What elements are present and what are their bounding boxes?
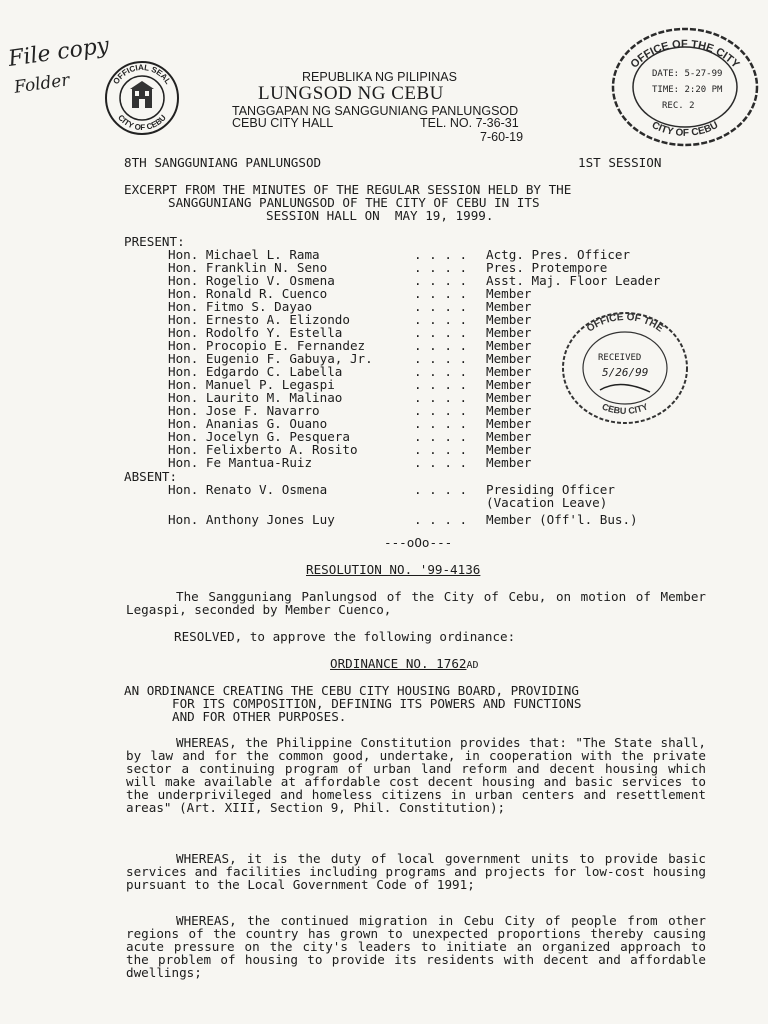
member-role: Member xyxy=(486,312,532,327)
member-role: Member xyxy=(486,442,532,457)
whereas-text: WHEREAS, the continued migration in Cebu City of people from other regions of the country has grown to unexpected proportions thereby causing acute pressure on the city's leaders to initiate an organized approach to the problem of housing to provide its residents with decent and affordable dwellings; xyxy=(126,913,706,980)
member-name: Hon. Procopio E. Fernandez xyxy=(168,338,366,353)
dot-leader: . . . . xyxy=(414,416,468,431)
dot-leader: . . . . xyxy=(414,325,468,340)
table-row xyxy=(168,483,726,496)
dot-leader: . . . . xyxy=(414,390,468,405)
dot-leader: . . . . xyxy=(414,351,468,366)
member-name: Hon. Fe Mantua-Ruiz xyxy=(168,455,313,470)
member-name: Hon. Felixberto A. Rosito xyxy=(168,442,358,457)
member-role: Member xyxy=(486,377,532,392)
member-role: Member xyxy=(486,286,532,301)
whereas-paragraph-1 xyxy=(126,736,706,814)
member-role: Member xyxy=(486,338,532,353)
dot-leader: . . . . xyxy=(414,299,468,314)
dot-leader: . . . . xyxy=(414,312,468,327)
member-name: Hon. Ronald R. Cuenco xyxy=(168,286,328,301)
ordinance-number xyxy=(330,657,479,672)
member-role: Actg. Pres. Officer xyxy=(486,247,631,262)
stamp2-ring-top: OFFICE OF THE xyxy=(585,311,666,335)
table-row xyxy=(168,496,726,509)
stamp1-ring-top: OFFICE OF THE CITY xyxy=(628,38,742,71)
member-role: Member xyxy=(486,455,532,470)
stamp2-date: 5/26/99 xyxy=(602,366,649,379)
member-name: Hon. Laurito M. Malinao xyxy=(168,390,343,405)
whereas-paragraph-2 xyxy=(126,852,706,891)
stamp2-ring-bottom: CEBU CITY xyxy=(600,401,650,416)
resolution-number: RESOLUTION NO. '99-4136 xyxy=(306,562,481,577)
member-role: Member xyxy=(486,351,532,366)
member-role: Presiding Officer xyxy=(486,482,615,497)
ordinance-suffix: AD xyxy=(466,660,479,671)
table-row xyxy=(168,513,726,526)
dot-leader: . . . . xyxy=(414,247,468,262)
member-name: Hon. Edgardo C. Labella xyxy=(168,364,343,379)
member-name: Hon. Rogelio V. Osmena xyxy=(168,273,335,288)
member-role: Member xyxy=(486,364,532,379)
session-label: 1ST SESSION xyxy=(578,155,662,170)
resolved-text: RESOLVED, to approve the following ordinance: xyxy=(174,629,516,644)
letterhead-city: LUNGSOD NG CEBU xyxy=(258,83,444,104)
member-name: Hon. Eugenio F. Gabuya, Jr. xyxy=(168,351,373,366)
letterhead-republic: REPUBLIKA NG PILIPINAS xyxy=(302,70,457,84)
member-role: Pres. Protempore xyxy=(486,260,608,275)
member-role: Member xyxy=(486,416,532,431)
dot-leader: . . . . xyxy=(414,260,468,275)
dot-leader: . . . . xyxy=(414,455,468,470)
member-role: Member xyxy=(486,403,532,418)
seal-bottom-text: CITY OF CEBU xyxy=(116,113,168,133)
handwritten-note-file-copy: File copy xyxy=(6,33,111,72)
letterhead-tel2: 7-60-19 xyxy=(480,130,524,144)
dot-leader: . . . . xyxy=(414,364,468,379)
dot-leader: . . . . xyxy=(414,286,468,301)
member-name: Hon. Michael L. Rama xyxy=(168,247,320,262)
present-label: PRESENT: xyxy=(124,234,185,249)
present-roster xyxy=(168,248,726,469)
member-name: Hon. Anthony Jones Luy xyxy=(168,512,335,527)
absent-label: ABSENT: xyxy=(124,469,178,484)
svg-text:OFFICE OF THE CITY xyxy=(629,38,742,71)
council-label: 8TH SANGGUNIANG PANLUNGSOD xyxy=(124,155,322,170)
member-name: Hon. Jocelyn G. Pesquera xyxy=(168,429,350,444)
letterhead xyxy=(232,70,518,118)
member-role: Member xyxy=(486,325,532,340)
received-stamp-city-office xyxy=(610,26,760,148)
member-role: Asst. Maj. Floor Leader xyxy=(486,273,661,288)
stamp1-rec: REC. 2 xyxy=(662,101,695,111)
letterhead-tel: TEL. NO. 7-36-31 xyxy=(420,116,519,130)
stamp2-received: RECEIVED xyxy=(598,353,642,363)
member-note: (Vacation Leave) xyxy=(486,495,608,510)
letterhead-hall: CEBU CITY HALL xyxy=(232,116,334,130)
whereas-text: WHEREAS, it is the duty of local government units to provide basic services and facilities including programs and projects for low-cost housing pursuant to the Local Government Code of 1991; xyxy=(126,851,706,892)
member-name: Hon. Franklin N. Seno xyxy=(168,260,328,275)
member-role: Member xyxy=(486,429,532,444)
city-seal-icon xyxy=(104,60,180,136)
member-name: Hon. Ananias G. Ouano xyxy=(168,416,328,431)
stamp1-date: DATE: 5-27-99 xyxy=(652,69,723,79)
separator: ---oOo--- xyxy=(384,535,453,550)
dot-leader: . . . . xyxy=(414,338,468,353)
stamp1-time: TIME: 2:20 PM xyxy=(652,85,723,95)
dot-leader: . . . . xyxy=(414,403,468,418)
ordinance-title-line2: FOR ITS COMPOSITION, DEFINING ITS POWERS AND FUNCTIONS xyxy=(172,696,582,711)
ordinance-number-text: ORDINANCE NO. 1762 xyxy=(330,656,467,671)
member-role: Member xyxy=(486,299,532,314)
member-role: Member (Off'l. Bus.) xyxy=(486,512,638,527)
member-name: Hon. Fitmo S. Dayao xyxy=(168,299,313,314)
svg-text:CITY OF CEBU xyxy=(650,120,720,139)
absent-roster xyxy=(168,483,726,526)
dot-leader: . . . . xyxy=(414,512,468,527)
dot-leader: . . . . xyxy=(414,442,468,457)
stamp1-ring-bottom: CITY OF CEBU xyxy=(649,119,721,139)
dot-leader: . . . . xyxy=(414,273,468,288)
dot-leader: . . . . xyxy=(414,377,468,392)
excerpt-line3: SESSION HALL ON MAY 19, 1999. xyxy=(266,208,494,223)
member-name: Hon. Rodolfo Y. Estella xyxy=(168,325,343,340)
seal-top-text: OFFICIAL SEAL xyxy=(111,62,173,86)
member-name: Hon. Renato V. Osmena xyxy=(168,482,328,497)
member-name: Hon. Ernesto A. Elizondo xyxy=(168,312,350,327)
member-role: Member xyxy=(486,390,532,405)
motion-text: The Sangguniang Panlungsod of the City of Cebu, on motion of Member Legaspi, seconded by Member Cuenco, xyxy=(126,589,706,617)
ordinance-title-line1: AN ORDINANCE CREATING THE CEBU CITY HOUSING BOARD, PROVIDING xyxy=(124,683,579,698)
letterhead-office: TANGGAPAN NG SANGGUNIANG PANLUNGSOD xyxy=(232,104,519,118)
handwritten-note-folder: Folder xyxy=(12,70,71,98)
member-name: Hon. Manuel P. Legaspi xyxy=(168,377,335,392)
motion-paragraph xyxy=(126,590,706,616)
dot-leader: . . . . xyxy=(414,429,468,444)
ordinance-title-line3: AND FOR OTHER PURPOSES. xyxy=(172,709,347,724)
table-row xyxy=(168,456,726,469)
dot-leader: . . . . xyxy=(414,482,468,497)
whereas-text: WHEREAS, the Philippine Constitution provides that: "The State shall, by law and for the common good, undertake, in cooperation with the private sector a continuing program of urban land reform and decent housing which will make available at affordable cost decent housing and basic services to the underprivileged and homeless citizens in urban centers and resettlement areas" (Art. XIII, Section 9, Phil. Constitution); xyxy=(126,735,706,815)
whereas-paragraph-3 xyxy=(126,914,706,979)
excerpt-line2: SANGGUNIANG PANLUNGSOD OF THE CITY OF CEBU IN ITS xyxy=(168,195,540,210)
member-name: Hon. Jose F. Navarro xyxy=(168,403,320,418)
excerpt-line1: EXCERPT FROM THE MINUTES OF THE REGULAR SESSION HELD BY THE xyxy=(124,182,572,197)
